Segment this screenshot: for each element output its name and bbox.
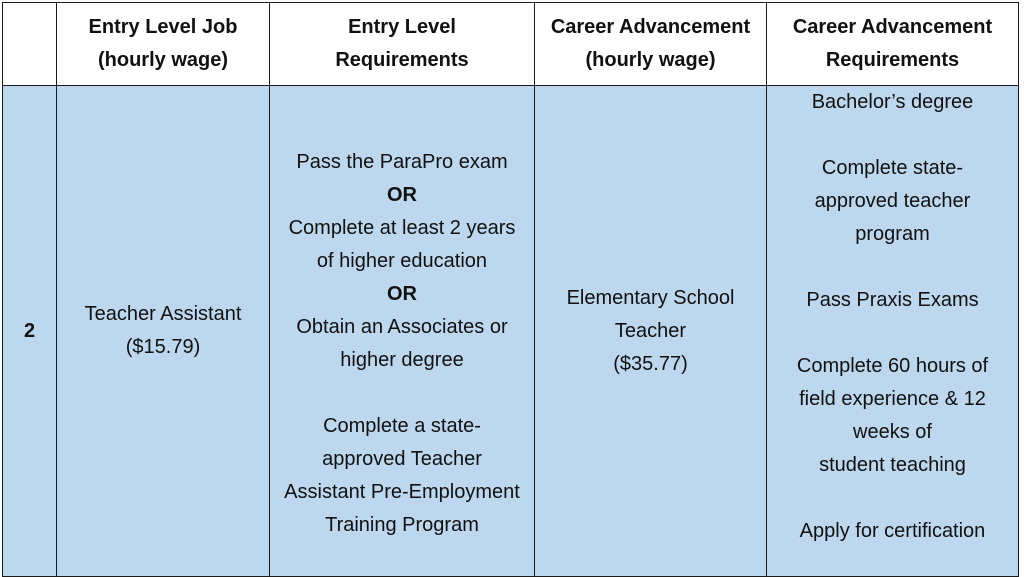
requirement-line: Complete at least 2 years: [288, 217, 516, 239]
entry-requirements-cell: [270, 86, 535, 577]
advancement-job-title: Teacher: [614, 319, 687, 342]
or-separator: OR: [387, 283, 417, 305]
header-text: Career Advancement: [550, 16, 751, 38]
requirement-line: higher degree: [340, 349, 464, 371]
row-number: 2: [3, 86, 57, 577]
requirement-line: Training Program: [325, 514, 479, 536]
advancement-job-title: Elementary School: [566, 286, 735, 309]
advancement-job-wage: ($35.77): [613, 352, 688, 375]
header-text: Career Advancement: [792, 16, 993, 38]
spacer: [771, 251, 1014, 284]
or-separator: OR: [387, 184, 417, 206]
entry-job-wage: ($15.79): [125, 336, 201, 358]
header-row-number: [3, 3, 57, 86]
advancement-requirements-cell: [767, 86, 1019, 577]
requirement-line: Apply for certification: [799, 520, 986, 542]
header-entry-level-requirements: [270, 3, 535, 86]
spacer: [274, 377, 530, 410]
spacer: [771, 317, 1014, 350]
entry-job-cell: [57, 86, 270, 577]
advancement-job-cell: [535, 86, 767, 577]
requirement-line: Complete 60 hours of: [796, 355, 989, 377]
requirement-line: Complete state-: [821, 157, 964, 179]
requirement-line: Obtain an Associates or: [296, 316, 508, 338]
requirement-line: Bachelor’s degree: [811, 91, 974, 113]
requirement-line: Pass the ParaPro exam: [296, 151, 508, 173]
header-text: Entry Level: [348, 16, 456, 38]
header-career-advancement-requirements: [767, 3, 1019, 86]
table-row: [3, 86, 1019, 577]
requirement-line: Complete a state-: [323, 415, 481, 437]
header-career-advancement: [535, 3, 767, 86]
requirement-line: weeks of: [853, 421, 932, 443]
requirement-line: program: [855, 223, 930, 245]
requirement-line: student teaching: [819, 454, 966, 476]
header-text: Requirements: [335, 49, 469, 71]
requirement-line: field experience & 12: [799, 388, 986, 410]
header-text: Entry Level Job: [88, 16, 238, 38]
requirement-line: approved teacher: [814, 190, 971, 212]
requirement-line: approved Teacher: [322, 448, 482, 470]
entry-job-title: Teacher Assistant: [84, 303, 242, 325]
header-text: Requirements: [825, 49, 960, 71]
header-entry-level-job: [57, 3, 270, 86]
career-pathway-table: [2, 2, 1019, 577]
requirement-line: Pass Praxis Exams: [806, 289, 979, 311]
requirement-line: Assistant Pre-Employment: [284, 481, 520, 503]
header-text: (hourly wage): [97, 49, 228, 71]
spacer: [771, 119, 1014, 152]
header-row: [3, 3, 1019, 86]
header-text: (hourly wage): [585, 49, 716, 71]
spacer: [771, 482, 1014, 515]
requirement-line: of higher education: [316, 250, 488, 272]
